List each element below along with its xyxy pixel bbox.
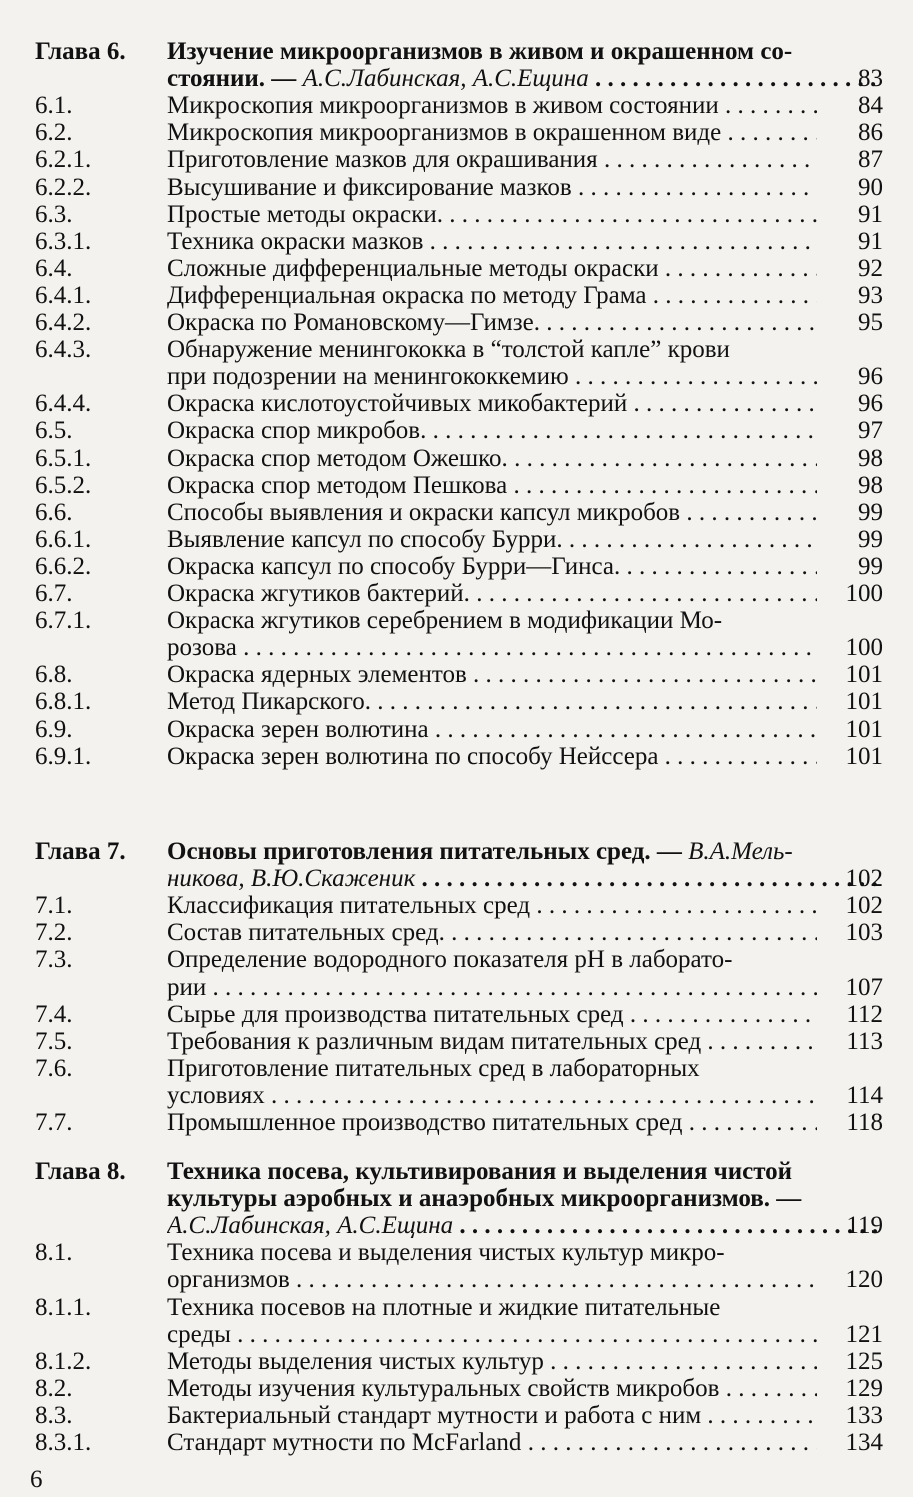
chapter-heading-line <box>0 1212 913 1240</box>
toc-entry <box>0 119 913 147</box>
toc-entry <box>0 526 913 554</box>
section-number: 8.1.1. <box>35 1293 92 1321</box>
section-number: 7.2. <box>35 919 73 947</box>
section-number: 8.3. <box>35 1401 73 1429</box>
section-title: Окраска капсул по способу Бурри—Гинса. . . . <box>167 553 883 581</box>
section-title: Окраска зерен волютина по способу Нейссера . . . <box>167 743 883 771</box>
section-title: Состав питательных сред. . . . <box>167 919 883 947</box>
section-number: 6.5. <box>35 417 73 445</box>
chapter-title-text: стоянии. — <box>167 65 303 93</box>
section-title: Микроскопия микроорганизмов в окрашенном виде . . . <box>167 119 883 147</box>
chapter-title: Техника посева, культивирования и выделения чистой <box>167 1158 793 1185</box>
chapter-title: культуры аэробных и анаэробных микроорганизмов. — <box>167 1185 802 1213</box>
section-page-number: 96 <box>817 390 883 418</box>
chapter-label: Глава 7. <box>35 838 126 865</box>
section-title: Стандарт мутности по McFarland . . . <box>167 1429 883 1457</box>
section-number: 8.3.1. <box>35 1429 92 1456</box>
toc-entry-continuation <box>0 1321 913 1349</box>
section-page-number: 120 <box>817 1266 883 1294</box>
section-page-number: 113 <box>817 1028 883 1056</box>
section-number: 6.2.2. <box>35 173 92 201</box>
toc-entry <box>0 228 913 256</box>
section-title: Окраска зерен волютина . . . <box>167 716 883 744</box>
section-title: Определение водородного показателя pH в лаборато- <box>167 946 733 974</box>
section-title: среды . . . <box>167 1321 883 1349</box>
section-number: 6.8. <box>35 661 73 689</box>
toc-entry <box>0 309 913 337</box>
section-title: Техника посевов на плотные и жидкие питательные <box>167 1293 721 1321</box>
section-number: 6.6. <box>35 498 73 526</box>
section-number: 8.2. <box>35 1374 73 1402</box>
toc-entry <box>0 1294 913 1322</box>
chapter-label: Глава 8. <box>35 1158 126 1185</box>
section-number: 7.5. <box>35 1027 73 1055</box>
chapter-heading-line <box>0 865 913 893</box>
section-title: Окраска жгутиков серебрением в модификации Мо- <box>167 607 723 635</box>
toc-entry <box>0 1402 913 1430</box>
section-number: 6.6.2. <box>35 552 92 580</box>
section-number: 6.5.1. <box>35 444 92 472</box>
section-title: Окраска кислотоустойчивых микобактерий . . . <box>167 390 883 418</box>
section-page-number: 86 <box>817 119 883 147</box>
chapter-title <box>167 865 883 893</box>
chapter-label: Глава 6. <box>35 38 126 65</box>
section-title: Бактериальный стандарт мутности и работа с ним . . . <box>167 1402 883 1430</box>
toc-entry <box>0 919 913 947</box>
toc-entry <box>0 390 913 418</box>
section-title: Высушивание и фиксирование мазков . . . <box>167 174 883 202</box>
section-number: 7.3. <box>35 946 73 974</box>
chapter-author: А.С.Лабинская, А.С.Ещина <box>302 65 589 93</box>
chapter-title <box>167 838 883 866</box>
chapter-heading-line <box>0 838 913 866</box>
section-number: 6.9.1. <box>35 742 92 770</box>
chapter-author: никова, В.Ю.Скаженик <box>167 865 416 893</box>
section-number: 6.8.1. <box>35 688 92 716</box>
section-page-number: 134 <box>817 1429 883 1457</box>
section-number: 7.7. <box>35 1109 73 1136</box>
section-title: рии . . . <box>167 974 883 1002</box>
section-title: Простые методы окраски. . . . <box>167 201 883 229</box>
section-title: при подозрении на менингококкемию . . . <box>167 363 883 391</box>
section-title: Требования к различным видам питательных сред . . . <box>167 1028 883 1056</box>
section-page-number: 91 <box>817 228 883 256</box>
section-page-number: 90 <box>817 174 883 202</box>
section-page-number: 101 <box>817 661 883 689</box>
section-title: Выявление капсул по способу Бурри. . . . <box>167 526 883 554</box>
section-title: Промышленное производство питательных сред . . . <box>167 1109 883 1137</box>
section-title: Методы выделения чистых культур . . . <box>167 1348 883 1376</box>
section-title: Окраска спор микробов. . . . <box>167 417 883 445</box>
toc-entry <box>0 174 913 202</box>
section-number: 6.4.1. <box>35 281 92 309</box>
toc-entry <box>0 607 913 635</box>
chapter-title <box>167 65 883 93</box>
toc-entry <box>0 743 913 771</box>
section-title: Приготовление питательных сред в лабораторных <box>167 1054 700 1082</box>
section-title: Техника окраски мазков . . . <box>167 228 883 256</box>
section-number: 6.2. <box>35 119 73 147</box>
toc-entry <box>0 1429 913 1457</box>
section-page-number: 103 <box>817 919 883 947</box>
toc-entry <box>0 1348 913 1376</box>
section-title: Окраска по Романовскому—Гимзе. . . . <box>167 309 883 337</box>
toc-entry <box>0 92 913 120</box>
toc-entry <box>0 661 913 689</box>
section-page-number: 121 <box>817 1321 883 1349</box>
chapter-page-number: 102 <box>817 865 883 893</box>
section-number: 7.1. <box>35 892 73 920</box>
section-page-number: 133 <box>817 1402 883 1430</box>
toc-entry <box>0 1239 913 1267</box>
section-page-number: 100 <box>817 580 883 608</box>
chapter-title: Изучение микроорганизмов в живом и окрашенном со- <box>167 38 793 65</box>
section-page-number: 114 <box>817 1082 883 1110</box>
section-number: 6.4. <box>35 254 73 282</box>
toc-entry-continuation <box>0 1082 913 1110</box>
section-number: 6.2.1. <box>35 146 92 174</box>
section-number: 8.1.2. <box>35 1347 92 1375</box>
toc-entry <box>0 282 913 310</box>
section-title: Сложные дифференциальные методы окраски . . . <box>167 255 883 283</box>
section-number: 6.1. <box>35 92 73 120</box>
section-title: Приготовление мазков для окрашивания . . . <box>167 146 883 174</box>
section-title: Окраска жгутиков бактерий. . . . <box>167 580 883 608</box>
section-title: Окраска ядерных элементов . . . <box>167 661 883 689</box>
chapter-heading-line <box>0 65 913 93</box>
section-page-number: 125 <box>817 1348 883 1376</box>
toc-entry <box>0 417 913 445</box>
chapter-author: В.А.Мель- <box>688 838 793 865</box>
section-page-number: 101 <box>817 716 883 744</box>
section-page-number: 101 <box>817 743 883 771</box>
toc-entry <box>0 472 913 500</box>
chapter-page-number: 83 <box>817 65 883 93</box>
section-title: Обнаружение менингококка в “толстой капле” крови <box>167 336 730 364</box>
section-number: 7.4. <box>35 1000 73 1028</box>
toc-entry <box>0 1375 913 1403</box>
section-page-number: 87 <box>817 146 883 174</box>
section-page-number: 98 <box>817 472 883 500</box>
section-page-number: 112 <box>817 1001 883 1029</box>
toc-entry-continuation <box>0 363 913 391</box>
section-title: условиях . . . <box>167 1082 883 1110</box>
section-number: 6.7.1. <box>35 607 92 635</box>
section-number: 8.1. <box>35 1239 73 1267</box>
section-page-number: 92 <box>817 255 883 283</box>
section-page-number: 102 <box>817 892 883 920</box>
section-number: 6.9. <box>35 715 73 743</box>
section-page-number: 99 <box>817 499 883 527</box>
section-page-number: 97 <box>817 417 883 445</box>
section-title: Дифференциальная окраска по методу Грама . . . <box>167 282 883 310</box>
toc-entry <box>0 146 913 174</box>
toc-entry <box>0 1028 913 1056</box>
section-number: 6.5.2. <box>35 471 92 499</box>
toc-entry <box>0 688 913 716</box>
section-title: Окраска спор методом Ожешко. . . . <box>167 445 883 473</box>
toc-entry <box>0 716 913 744</box>
toc-entry <box>0 892 913 920</box>
section-page-number: 98 <box>817 445 883 473</box>
section-title: Микроскопия микроорганизмов в живом состоянии . . . <box>167 92 883 120</box>
section-page-number: 100 <box>817 634 883 662</box>
page-number: 6 <box>30 1466 43 1493</box>
section-title: Техника посева и выделения чистых культур микро- <box>167 1239 725 1267</box>
section-number: 6.7. <box>35 580 73 607</box>
section-title: Сырье для производства питательных сред . . . <box>167 1001 883 1029</box>
section-number: 6.4.2. <box>35 309 92 336</box>
section-number: 6.3.1. <box>35 227 92 255</box>
section-title: организмов . . . <box>167 1266 883 1294</box>
chapter-page-number: 119 <box>817 1212 883 1240</box>
toc-entry <box>0 1055 913 1083</box>
toc-entry-continuation <box>0 634 913 662</box>
toc-entry <box>0 946 913 974</box>
section-title: Метод Пикарского. . . . <box>167 688 883 716</box>
section-number: 6.4.4. <box>35 390 92 418</box>
chapter-heading-line <box>0 1185 913 1213</box>
section-title: Способы выявления и окраски капсул микробов . . . <box>167 499 883 527</box>
section-page-number: 93 <box>817 282 883 310</box>
toc-entry <box>0 553 913 581</box>
section-number: 6.4.3. <box>35 336 92 364</box>
section-page-number: 84 <box>817 92 883 120</box>
section-page-number: 99 <box>817 526 883 554</box>
toc-entry <box>0 201 913 229</box>
chapter-heading-line <box>0 38 913 66</box>
section-title: Классификация питательных сред . . . <box>167 892 883 920</box>
section-title: розова . . . <box>167 634 883 662</box>
section-number: 6.6.1. <box>35 525 92 553</box>
section-page-number: 91 <box>817 201 883 229</box>
section-number: 7.6. <box>35 1054 73 1082</box>
section-page-number: 101 <box>817 688 883 716</box>
toc-entry <box>0 445 913 473</box>
section-number: 6.3. <box>35 200 73 228</box>
toc-entry <box>0 580 913 608</box>
toc-entry-continuation <box>0 974 913 1002</box>
chapter-title <box>167 1212 883 1240</box>
section-page-number: 129 <box>817 1375 883 1403</box>
toc-entry <box>0 336 913 364</box>
section-title: Окраска спор методом Пешкова . . . <box>167 472 883 500</box>
chapter-title-text: Основы приготовления питательных сред. — <box>167 838 689 865</box>
chapter-heading-line <box>0 1158 913 1186</box>
section-title: Методы изучения культуральных свойств микробов . . . <box>167 1375 883 1403</box>
toc-entry <box>0 1001 913 1029</box>
section-page-number: 95 <box>817 309 883 337</box>
toc-entry-continuation <box>0 1266 913 1294</box>
toc-entry <box>0 499 913 527</box>
toc-entry <box>0 255 913 283</box>
chapter-author: А.С.Лабинская, А.С.Ещина <box>167 1212 454 1240</box>
section-page-number: 107 <box>817 974 883 1002</box>
section-page-number: 99 <box>817 553 883 581</box>
section-page-number: 96 <box>817 363 883 391</box>
section-page-number: 118 <box>817 1109 883 1137</box>
toc-entry <box>0 1109 913 1137</box>
